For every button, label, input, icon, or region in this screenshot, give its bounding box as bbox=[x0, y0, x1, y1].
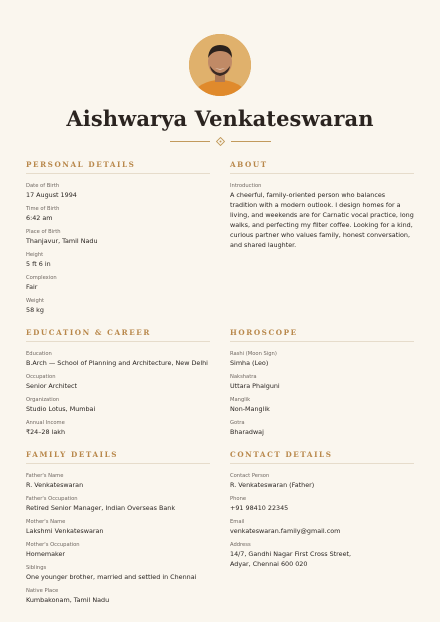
field-label: Place of Birth bbox=[26, 229, 61, 235]
diamond-ornament-icon bbox=[216, 137, 225, 146]
field-value: Kumbakonam, Tamil Nadu bbox=[26, 596, 110, 604]
field-contact-person bbox=[230, 472, 414, 490]
row-personal-about bbox=[26, 160, 414, 320]
field-label: Complexion bbox=[26, 275, 57, 281]
field-value: 14/7, Gandhi Nagar First Cross Street, Adyar, Chennai 600 020 bbox=[230, 550, 352, 568]
field-label: Rashi (Moon Sign) bbox=[230, 351, 277, 357]
profile-name: Aishwarya Venkateswaran bbox=[66, 106, 374, 131]
row-family-contact bbox=[26, 450, 414, 610]
section-title: ABOUT bbox=[230, 160, 414, 174]
profile-header bbox=[0, 0, 440, 146]
field-native-place bbox=[26, 587, 210, 605]
field-value: 6:42 am bbox=[26, 214, 53, 222]
field-label: Mother's Name bbox=[26, 519, 66, 525]
divider-line-left bbox=[170, 141, 210, 142]
field-value: R. Venkateswaran bbox=[26, 481, 84, 489]
field-siblings bbox=[26, 564, 210, 582]
field-label: Father's Occupation bbox=[26, 496, 78, 502]
section-personal-details bbox=[26, 160, 210, 320]
section-family-details bbox=[26, 450, 210, 610]
field-label: Height bbox=[26, 252, 44, 258]
field-label: Phone bbox=[230, 496, 247, 502]
section-title: HOROSCOPE bbox=[230, 328, 414, 342]
field-label: Father's Name bbox=[26, 473, 64, 479]
ornamental-divider bbox=[0, 137, 440, 146]
field-email bbox=[230, 518, 414, 536]
field-value: Fair bbox=[26, 283, 38, 291]
field-label: Date of Birth bbox=[26, 183, 60, 189]
section-about bbox=[230, 160, 414, 320]
field-weight bbox=[26, 297, 210, 315]
field-organization bbox=[26, 396, 210, 414]
field-label: Email bbox=[230, 519, 245, 525]
row-education-horoscope bbox=[26, 328, 414, 442]
field-gotra bbox=[230, 419, 414, 437]
field-label: Gotra bbox=[230, 420, 245, 426]
field-value: 5 ft 6 in bbox=[26, 260, 51, 268]
field-value: Thanjavur, Tamil Nadu bbox=[26, 237, 98, 245]
field-fathers-occupation bbox=[26, 495, 210, 513]
field-value: Retired Senior Manager, Indian Overseas Bank bbox=[26, 504, 176, 512]
field-fathers-name bbox=[26, 472, 210, 490]
field-value: 17 August 1994 bbox=[26, 191, 77, 199]
field-mothers-name bbox=[26, 518, 210, 536]
field-label: Mother's Occupation bbox=[26, 542, 80, 548]
section-title: EDUCATION & CAREER bbox=[26, 328, 210, 342]
field-time-of-birth bbox=[26, 205, 210, 223]
field-label: Education bbox=[26, 351, 52, 357]
divider-line-right bbox=[231, 141, 271, 142]
field-label: Manglik bbox=[230, 397, 251, 403]
field-date-of-birth bbox=[26, 182, 210, 200]
field-label: Siblings bbox=[26, 565, 47, 571]
field-nakshatra bbox=[230, 373, 414, 391]
field-mothers-occupation bbox=[26, 541, 210, 559]
phone-value[interactable]: +91 98410 22345 bbox=[230, 504, 289, 512]
field-label: Time of Birth bbox=[26, 206, 60, 212]
field-label: Nakshatra bbox=[230, 374, 257, 380]
field-value: ₹24–28 lakh bbox=[26, 428, 65, 436]
field-education bbox=[26, 350, 210, 368]
field-occupation bbox=[26, 373, 210, 391]
field-value: Non-Manglik bbox=[230, 405, 270, 413]
field-complexion bbox=[26, 274, 210, 292]
field-value: 58 kg bbox=[26, 306, 44, 314]
field-phone bbox=[230, 495, 414, 513]
biodata-grid bbox=[26, 160, 414, 610]
field-label: Weight bbox=[26, 298, 45, 304]
field-value: Studio Lotus, Mumbai bbox=[26, 405, 96, 413]
field-value: Uttara Phalguni bbox=[230, 382, 280, 390]
field-value: Lakshmi Venkateswaran bbox=[26, 527, 104, 535]
field-value: R. Venkateswaran (Father) bbox=[230, 481, 315, 489]
section-horoscope bbox=[230, 328, 414, 442]
field-rashi bbox=[230, 350, 414, 368]
field-annual-income bbox=[26, 419, 210, 437]
field-introduction bbox=[230, 182, 414, 250]
field-address bbox=[230, 541, 414, 569]
field-label: Native Place bbox=[26, 588, 59, 594]
email-value[interactable]: venkateswaran.family@gmail.com bbox=[230, 527, 341, 535]
field-label: Organization bbox=[26, 397, 60, 403]
field-label: Introduction bbox=[230, 183, 262, 189]
field-value: Simha (Leo) bbox=[230, 359, 269, 367]
field-label: Contact Person bbox=[230, 473, 270, 479]
field-label: Annual Income bbox=[26, 420, 65, 426]
field-value: B.Arch — School of Planning and Architecture, New Delhi bbox=[26, 359, 208, 367]
section-title: PERSONAL DETAILS bbox=[26, 160, 210, 174]
section-contact-details bbox=[230, 450, 414, 610]
field-label: Address bbox=[230, 542, 251, 548]
field-value: One younger brother, married and settled in Chennai bbox=[26, 573, 197, 581]
section-title: CONTACT DETAILS bbox=[230, 450, 414, 464]
field-value: Senior Architect bbox=[26, 382, 78, 390]
introduction-text: A cheerful, family-oriented person who balances tradition with a modern outlook. I design homes for a living, and weekends are for Carnatic vocal practice, long walks, and perfecting my filter coffee. Looking for a kind, curious partner who values family, honest conversation, and shared laughter. bbox=[230, 191, 414, 249]
field-label: Occupation bbox=[26, 374, 56, 380]
field-height bbox=[26, 251, 210, 269]
section-title: FAMILY DETAILS bbox=[26, 450, 210, 464]
profile-photo bbox=[189, 34, 251, 96]
section-education-career bbox=[26, 328, 210, 442]
field-value: Bharadwaj bbox=[230, 428, 264, 436]
field-place-of-birth bbox=[26, 228, 210, 246]
field-value: Homemaker bbox=[26, 550, 66, 558]
field-manglik bbox=[230, 396, 414, 414]
